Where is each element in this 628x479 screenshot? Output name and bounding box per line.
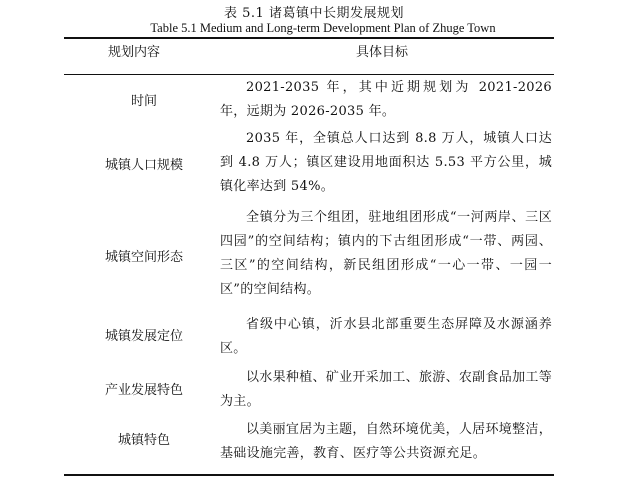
row-target-industry: 以水果种植、矿业开采加工、旅游、农副食品加工等为主。 xyxy=(220,370,552,409)
row-label-time: 时间 xyxy=(130,94,157,109)
table-caption-english: Table 5.1 Medium and Long-term Development Plan of Zhuge Town xyxy=(150,21,496,35)
column-header-specific-targets: 具体目标 xyxy=(356,45,409,60)
row-target-spatial-form: 全镇分为三个组团，驻地组团形成“一河两岸、三区四园”的空间结构；镇内的下古组团形成“一带、两园、三区”的空间结构，新民组团形成“一心一带、一园一区”的空间结构。 xyxy=(220,210,552,297)
table-header-rule xyxy=(64,74,554,75)
row-target-town-features: 以美丽宜居为主题，自然环境优美，人居环境整洁，基础设施完善，教育、医疗等公共资源充足。 xyxy=(220,422,552,461)
row-target-positioning: 省级中心镇，沂水县北部重要生态屏障及水源涵养区。 xyxy=(220,317,552,356)
row-label-spatial-form: 城镇空间形态 xyxy=(104,250,183,265)
row-target-time: 2021-2035 年，其中近期规划为 2021-2026 年，远期为 2026-2035 年。 xyxy=(220,80,552,119)
row-label-population: 城镇人口规模 xyxy=(104,158,183,173)
table-bottom-rule xyxy=(64,474,554,476)
table-caption-chinese: 表 5.1 诸葛镇中长期发展规划 xyxy=(224,6,404,21)
row-target-population: 2035 年，全镇总人口达到 8.8 万人，城镇人口达到 4.8 万人；镇区建设用地面积达 5.53 平方公里，城镇化率达到 54%。 xyxy=(220,131,552,194)
column-header-plan-content: 规划内容 xyxy=(108,45,161,60)
row-label-town-features: 城镇特色 xyxy=(117,433,170,448)
row-label-positioning: 城镇发展定位 xyxy=(104,329,183,344)
table-top-rule xyxy=(64,37,554,39)
row-label-industry: 产业发展特色 xyxy=(104,383,183,398)
